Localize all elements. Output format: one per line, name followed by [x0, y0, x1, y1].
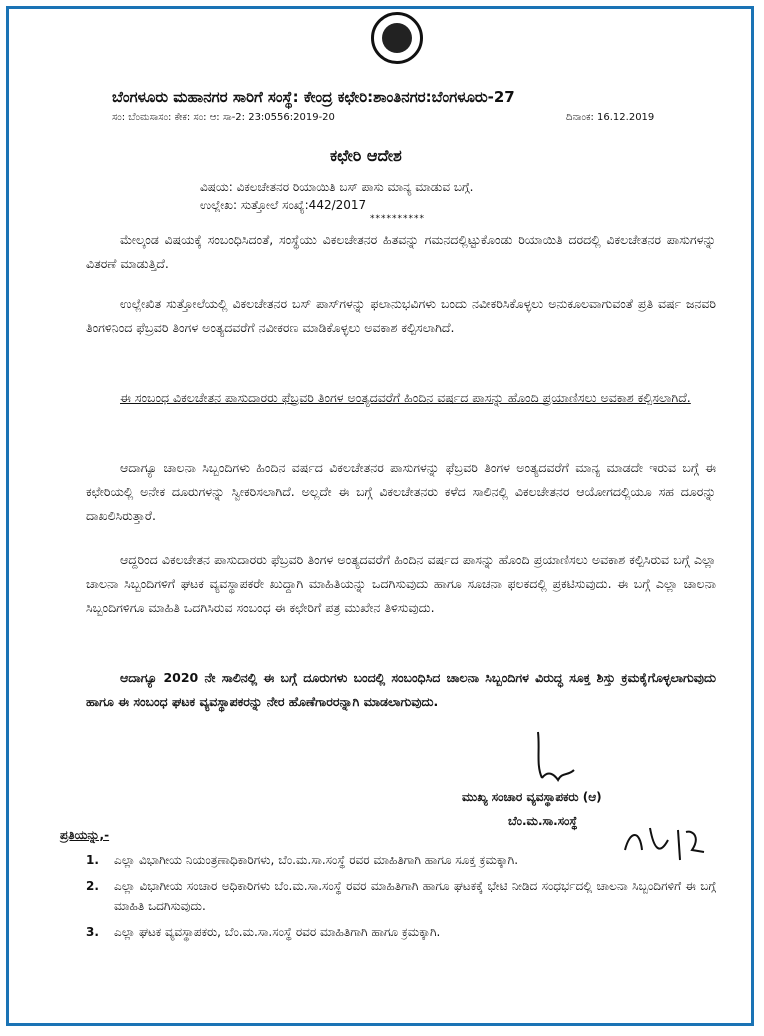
- list-item-text: ಎಲ್ಲಾ ವಿಭಾಗೀಯ ನಿಯಂತ್ರಣಾಧಿಕಾರಿಗಳು, ಬೆಂ.ಮ.ಸಾ.ಸಂಸ್ಥೆ ರವರ ಮಾಹಿತಿಗಾಗಿ ಹಾಗೂ ಸೂಕ್ತ ಕ್ರಮಕ್ಕಾಗಿ.: [114, 853, 519, 867]
- paragraph-2: ಉಲ್ಲೇಖಿತ ಸುತ್ತೋಲೆಯಲ್ಲಿ ವಿಕಲಚೇತನರ ಬಸ್ ಪಾಸ್‌ಗಳನ್ನು ಫಲಾನುಭವಿಗಳು ಬಂದು ನವೀಕರಿಸಿಕೊಳ್ಳಲು ಅನುಕೂಲವಾಗುವಂತೆ ಪ್ರತಿ ವರ್ಷ ಜನವರಿ ತಿಂಗಳಿನಿಂದ ಫೆಬ್ರವರಿ ತಿಂಗಳ ಅಂತ್ಯದವರೆಗೆ ನವೀಕರಣ ಮಾಡಿಕೊಳ್ಳಲು ಅವಕಾಶ ಕಲ್ಪಿಸಲಾಗಿದೆ.: [86, 296, 716, 335]
- paragraph-5: ಆದ್ದರಿಂದ ವಿಕಲಚೇತನ ಪಾಸುದಾರರು ಫೆಬ್ರವರಿ ತಿಂಗಳ ಅಂತ್ಯದವರೆಗೆ ಹಿಂದಿನ ವರ್ಷದ ಪಾಸನ್ನು ಹೊಂದಿ ಪ್ರಯಾಣಿಸಲು ಅವಕಾಶ ಕಲ್ಪಿಸಿರುವ ಬಗ್ಗೆ ಎಲ್ಲಾ ಚಾಲನಾ ಸಿಬ್ಬಂದಿಗಳಿಗೆ ಘಟಕ ವ್ಯವಸ್ಥಾಪಕರೇ ಖುದ್ದಾಗಿ ಮಾಹಿತಿಯನ್ನು ಒದಗಿಸುವುದು ಹಾಗೂ ಸೂಚನಾ ಫಲಕದಲ್ಲಿ ಪ್ರಕಟಿಸುವುದು. ಈ ಬಗ್ಗೆ ಎಲ್ಲಾ ಚಾಲನಾ ಸಿಬ್ಬಂದಿಗಳಿಗೂ ಮಾಹಿತಿ ಒದಗಿಸಿರುವ ಸಂಬಂಧ ಈ ಕಛೇರಿಗೆ ಪತ್ರ ಮುಖೇನ ತಿಳಿಸುವುದು.: [86, 552, 716, 615]
- list-item: [86, 850, 716, 870]
- seal-emblem: [382, 23, 412, 53]
- list-item-number: 2.: [86, 879, 99, 893]
- separator: **********: [370, 214, 425, 224]
- organization-header: ಬೆಂಗಳೂರು ಮಹಾನಗರ ಸಾರಿಗೆ ಸಂಸ್ಥೆ: ಕೇಂದ್ರ ಕಛೇರಿ:ಶಾಂತಿನಗರ:ಬೆಂಗಳೂರು-27: [112, 88, 515, 106]
- paragraph-1: ಮೇಲ್ಕಂಡ ವಿಷಯಕ್ಕೆ ಸಂಬಂಧಿಸಿದಂತೆ, ಸಂಸ್ಥೆಯು ವಿಕಲಚೇತನರ ಹಿತವನ್ನು ಗಮನದಲ್ಲಿಟ್ಟುಕೊಂಡು ರಿಯಾಯಿತಿ ದರದಲ್ಲಿ ವಿಕಲಚೇತನರ ಪಾಸುಗಳನ್ನು ವಿತರಣೆ ಮಾಡುತ್ತಿದೆ.: [86, 232, 717, 271]
- copies-heading: ಪ್ರತಿಯನ್ನು,-: [60, 828, 110, 842]
- paragraph-6: ಆದಾಗ್ಯೂ 2020 ನೇ ಸಾಲಿನಲ್ಲಿ ಈ ಬಗ್ಗೆ ದೂರುಗಳು ಬಂದಲ್ಲಿ ಸಂಬಂಧಿಸಿದ ಚಾಲನಾ ಸಿಬ್ಬಂದಿಗಳ ವಿರುದ್ಧ ಸೂಕ್ತ ಶಿಸ್ತು ಕ್ರಮಕೈಗೊಳ್ಳಲಾಗುವುದು ಹಾಗೂ ಈ ಸಂಬಂಧ ಘಟಕ ವ್ಯವಸ್ಥಾಪಕರನ್ನು ನೇರ ಹೊಣೆಗಾರರನ್ನಾಗಿ ಮಾಡಲಾಗುವುದು.: [86, 670, 716, 709]
- reference-number: ಸಂ: ಬೆಂಮಸಾಸಂ: ಕೇಕ: ಸಂ: ಆ: ಸಾ-2: 23:0556:2019-20: [112, 112, 335, 123]
- list-item-text: ಎಲ್ಲಾ ವಿಭಾಗೀಯ ಸಂಚಾರ ಅಧಿಕಾರಿಗಳು ಬೆಂ.ಮ.ಸಾ.ಸಂಸ್ಥೆ ರವರ ಮಾಹಿತಿಗಾಗಿ ಹಾಗೂ ಘಟಕಕ್ಕೆ ಭೇಟಿ ನೀಡಿದ ಸಂಧರ್ಭದಲ್ಲಿ ಚಾಲನಾ ಸಿಬ್ಬಂದಿಗಳಿಗೆ ಈ ಬಗ್ಗೆ ಮಾಹಿತಿ ಒದಗಿಸುವುದು.: [114, 879, 716, 913]
- list-item-text: ಎಲ್ಲಾ ಘಟಕ ವ್ಯವಸ್ಥಾಪಕರು, ಬೆಂ.ಮ.ಸಾ.ಸಂಸ್ಥೆ ರವರ ಮಾಹಿತಿಗಾಗಿ ಹಾಗೂ ಕ್ರಮಕ್ಕಾಗಿ.: [114, 925, 441, 939]
- list-item: [86, 876, 716, 916]
- signatory-designation: ಮುಖ್ಯ ಸಂಚಾರ ವ್ಯವಸ್ಥಾಪಕರು (ಆ): [462, 790, 602, 804]
- signature-mark: [528, 730, 578, 790]
- signatory-organization: ಬೆಂ.ಮ.ಸಾ.ಸಂಸ್ಥೆ: [508, 814, 578, 828]
- list-item: [86, 922, 716, 942]
- document-date: ದಿನಾಂಕ: 16.12.2019: [566, 112, 655, 123]
- organization-seal: [371, 12, 423, 64]
- reference-line: ಉಲ್ಲೇಖ: ಸುತ್ತೋಲೆ ಸಂಖ್ಯೆ:442/2017: [200, 198, 367, 212]
- list-item-number: 1.: [86, 853, 99, 867]
- document-title: ಕಛೇರಿ ಆದೇಶ: [330, 146, 402, 165]
- copies-list: [86, 850, 716, 948]
- list-item-number: 3.: [86, 925, 99, 939]
- subject-line: ವಿಷಯ: ವಿಕಲಚೇತನರ ರಿಯಾಯಿತಿ ಬಸ್ ಪಾಸು ಮಾನ್ಯ ಮಾಡುವ ಬಗ್ಗೆ.: [200, 180, 474, 194]
- paragraph-3: ಈ ಸಂಬಂಧ ವಿಕಲಚೇತನ ಪಾಸುದಾರರು ಫೆಬ್ರವರಿ ತಿಂಗಳ ಅಂತ್ಯದವರೆಗೆ ಹಿಂದಿನ ವರ್ಷದ ಪಾಸನ್ನು ಹೊಂದಿ ಪ್ರಯಾಣಿಸಲು ಅವಕಾಶ ಕಲ್ಪಿಸಲಾಗಿದೆ.: [120, 390, 691, 405]
- paragraph-4: ಆದಾಗ್ಯೂ ಚಾಲನಾ ಸಿಬ್ಬಂದಿಗಳು ಹಿಂದಿನ ವರ್ಷದ ವಿಕಲಚೇತನರ ಪಾಸುಗಳನ್ನು ಫೆಬ್ರವರಿ ತಿಂಗಳ ಅಂತ್ಯದವರೆಗೆ ಮಾನ್ಯ ಮಾಡದೇ ಇರುವ ಬಗ್ಗೆ ಈ ಕಛೇರಿಯಲ್ಲಿ ಅನೇಕ ದೂರುಗಳನ್ನು ಸ್ವೀಕರಿಸಲಾಗಿದೆ. ಅಲ್ಲದೇ ಈ ಬಗ್ಗೆ ವಿಕಲಚೇತನರು ಕಳೆದ ಸಾಲಿನಲ್ಲಿ ವಿಕಲಚೇತನರ ಆಯೋಗದಲ್ಲಿಯೂ ಸಹ ದೂರನ್ನು ದಾಖಲಿಸಿರುತ್ತಾರೆ.: [86, 460, 716, 523]
